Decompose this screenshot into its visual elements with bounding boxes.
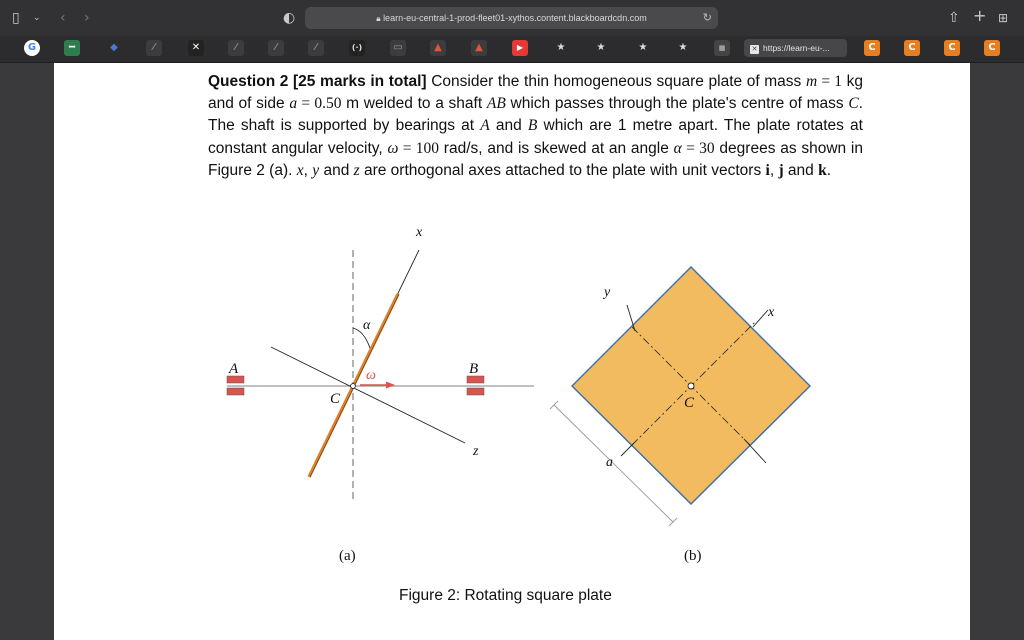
text: m welded to a shaft: [341, 95, 487, 113]
bookmark-grid-icon[interactable]: ▦: [714, 40, 730, 56]
bookmark-star-icon[interactable]: ★: [638, 42, 648, 53]
label-a: a: [606, 455, 613, 470]
bearing-a-top: [227, 376, 244, 383]
bookmark-c-icon[interactable]: C: [904, 40, 920, 56]
caption-b: (b): [684, 548, 702, 564]
address-bar[interactable]: [305, 7, 718, 29]
math-ab: AB: [486, 95, 506, 113]
text: and: [489, 117, 528, 135]
text: which are 1 metre apart. The plate rotates at constant angular velocity,: [208, 117, 863, 157]
math-a: a: [289, 95, 298, 113]
bookmark-diamond-icon[interactable]: ◆: [110, 42, 118, 53]
bookmark-slash-icon[interactable]: ⁄: [268, 40, 284, 56]
center-c-point: [351, 384, 356, 389]
bookmark-triangle-icon[interactable]: ▲: [430, 40, 446, 56]
bookmark-slash-icon[interactable]: ⁄: [228, 40, 244, 56]
label-z: z: [473, 444, 479, 459]
text: degrees as shown in Figure 2 (a).: [208, 139, 863, 179]
label-x-a: x: [416, 225, 423, 240]
text: and: [319, 161, 354, 179]
math-y: y: [312, 161, 320, 179]
x-axis-outer: [753, 310, 768, 327]
bookmark-star-icon[interactable]: ★: [596, 42, 606, 53]
math-k: k: [818, 161, 827, 179]
bookmark-star-icon[interactable]: ★: [678, 42, 688, 53]
math-value: = 0.50: [297, 95, 342, 113]
bookmark-triangle-icon[interactable]: ▲: [471, 40, 487, 56]
math-value: = 30: [681, 139, 715, 157]
text: are orthogonal axes attached to the plate with unit vectors: [359, 161, 766, 179]
google-favicon-icon[interactable]: G: [24, 40, 40, 56]
text: Consider the thin homogeneous square plate of mass: [426, 73, 806, 90]
bookmark-x-icon[interactable]: ✕: [188, 40, 204, 56]
bookmark-c-icon[interactable]: C: [984, 40, 1000, 56]
lock-icon: 🔒︎: [376, 14, 381, 23]
share-icon[interactable]: ⇧: [948, 10, 960, 26]
question-heading: Question 2 [25 marks in total]: [208, 73, 427, 90]
label-B: B: [469, 361, 479, 377]
new-tab-icon[interactable]: +: [973, 6, 987, 25]
math-value: = 100: [398, 139, 440, 157]
bookmark-x-icon: ✕: [751, 46, 758, 53]
text: ,: [769, 161, 779, 179]
figure-2: [54, 63, 970, 640]
text: rad/s, and is skewed at an angle: [439, 139, 674, 157]
tab-overview-icon[interactable]: ⊞: [998, 11, 1009, 25]
figure-b: [550, 267, 810, 564]
center-c-point-b: [688, 383, 694, 389]
bookmark-tab-label: https://learn-eu-...: [763, 43, 830, 53]
label-A: A: [229, 361, 239, 377]
bookmark-green-icon[interactable]: ━: [64, 40, 80, 56]
text: . The shaft is supported by bearings at: [208, 95, 863, 135]
label-C-a: C: [330, 391, 341, 407]
caption-a: (a): [339, 548, 356, 564]
browser-toolbar: [0, 0, 1024, 37]
math-omega: ω: [387, 139, 399, 157]
math-c: C: [848, 95, 859, 113]
sidebar-icon[interactable]: ▯: [12, 10, 20, 26]
chevron-down-icon[interactable]: ⌄: [33, 13, 41, 23]
url-label: learn-eu-central-1-prod-fleet01-xythos.content.blackboardcdn.com: [383, 13, 647, 23]
text: and: [783, 161, 819, 179]
x-axis-outer-2: [621, 443, 634, 456]
url-text[interactable]: [305, 7, 718, 30]
bookmark-tab[interactable]: [744, 39, 847, 57]
text: .: [826, 161, 832, 179]
bearing-b-bottom: [467, 388, 484, 395]
math-a-point: A: [480, 117, 490, 135]
label-omega: ω: [366, 368, 376, 383]
bookmark-code-icon[interactable]: (·): [349, 40, 365, 56]
z-axis-line: [271, 347, 465, 443]
favorites-bar: [0, 36, 1024, 63]
figure-a: [227, 225, 534, 564]
back-icon[interactable]: ‹: [60, 10, 66, 26]
math-value: = 1: [817, 73, 842, 90]
label-y-b: y: [604, 285, 611, 300]
bookmark-c-icon[interactable]: C: [944, 40, 960, 56]
label-C-b: C: [684, 395, 695, 411]
bookmark-c-icon[interactable]: C: [864, 40, 880, 56]
reload-icon[interactable]: ↻: [702, 12, 712, 24]
bearing-a-bottom: [227, 388, 244, 395]
bookmark-doc-icon[interactable]: ▭: [390, 40, 406, 56]
math-alpha: α: [673, 139, 682, 157]
bookmark-video-icon[interactable]: ▶: [512, 40, 528, 56]
label-x-b: x: [768, 305, 775, 320]
bookmark-slash-icon[interactable]: ⁄: [308, 40, 324, 56]
figure-caption: Figure 2: Rotating square plate: [399, 587, 612, 604]
bookmark-slash-icon[interactable]: ⁄: [146, 40, 162, 56]
label-alpha: α: [363, 318, 371, 333]
text: which passes through the plate's centre of mass: [505, 95, 849, 113]
text: kg and of side: [208, 73, 863, 113]
math-m: m: [805, 73, 818, 90]
forward-icon[interactable]: ›: [84, 10, 90, 26]
math-i: i: [765, 161, 770, 179]
shield-icon[interactable]: ◐: [283, 10, 296, 26]
text: ,: [303, 161, 313, 179]
omega-arrow-head: [386, 382, 395, 389]
bearing-b-top: [467, 376, 484, 383]
bookmark-star-icon[interactable]: ★: [556, 42, 566, 53]
math-j: j: [778, 161, 784, 179]
document-page: [54, 63, 970, 640]
math-x: x: [296, 161, 304, 179]
math-b: B: [527, 117, 538, 135]
math-z: z: [353, 161, 360, 179]
